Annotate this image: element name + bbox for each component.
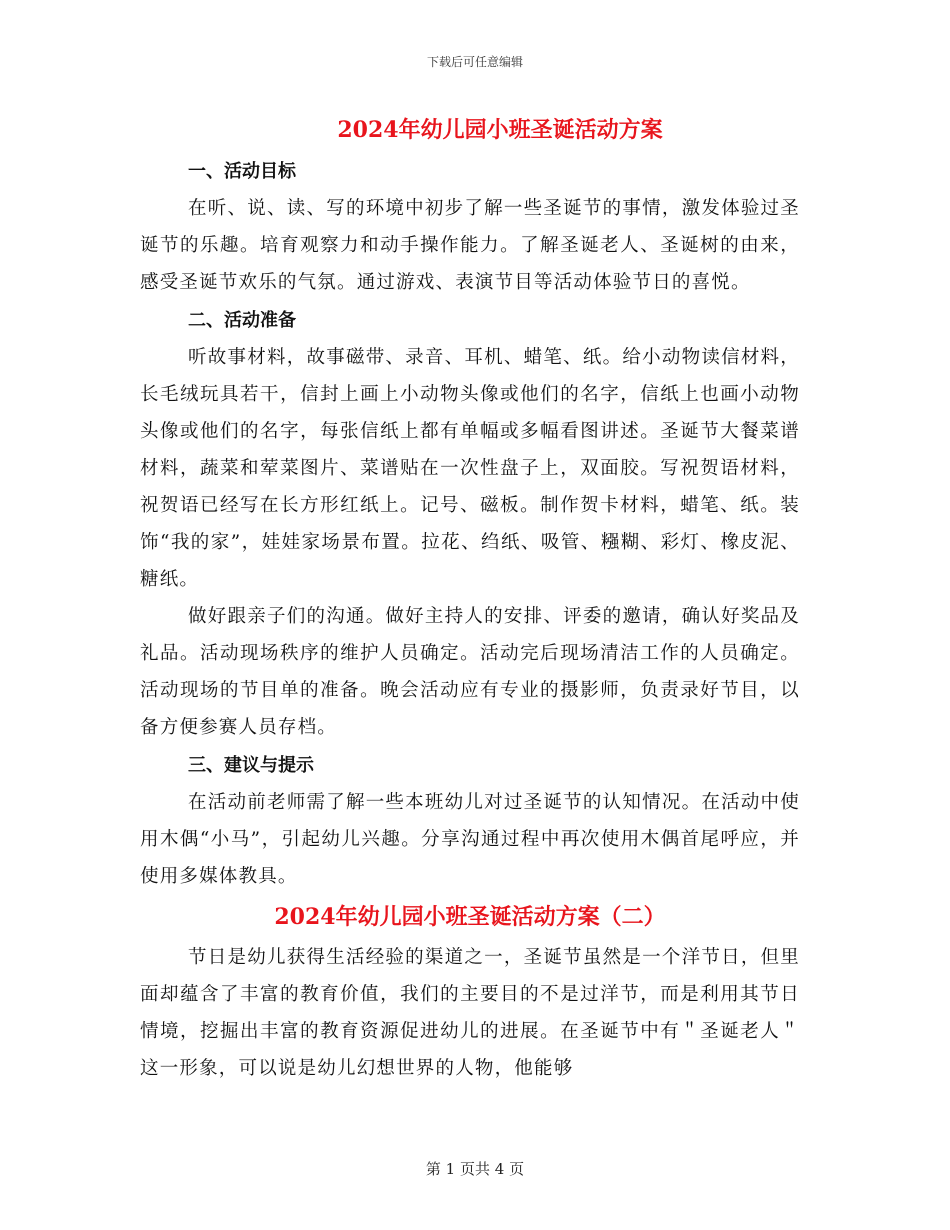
section-heading-goals: 一、活动目标 (188, 161, 296, 182)
paragraph-preparation-staff: 做好跟亲子们的沟通。做好主持人的安排、评委的邀请，确认好奖品及礼品。活动现场秩序的维护人员确定。活动完后现场清洁工作的人员确定。活动现场的节目单的准备。晚会活动应有专业的摄影师，负责录好节目，以备方便参赛人员存档。 (140, 606, 800, 738)
document-body (140, 108, 800, 1087)
section-heading-preparation: 二、活动准备 (188, 310, 296, 331)
paragraph-preparation-materials: 听故事材料，故事磁带、录音、耳机、蜡笔、纸。给小动物读信材料，长毛绒玩具若干，信封上画上小动物头像或他们的名字，信纸上也画小动物头像或他们的名字，每张信纸上都有单幅或多幅看图讲述。圣诞节大餐菜谱材料，蔬菜和荤菜图片、菜谱贴在一次性盘子上，双面胶。写祝贺语材料，祝贺语已经写在长方形红纸上。记号、磁板。制作贺卡材料，蜡笔、纸。装饰“我的家”，娃娃家场景布置。拉花、绉纸、吸管、糨糊、彩灯、橡皮泥、糖纸。 (140, 347, 800, 590)
paragraph-second-intro: 节日是幼儿获得生活经验的渠道之一，圣诞节虽然是一个洋节日，但里面却蕴含了丰富的教育价值，我们的主要目的不是过洋节，而是利用其节日情境，挖掘出丰富的教育资源促进幼儿的进展。在圣诞节中有＂圣诞老人＂这一形象，可以说是幼儿幻想世界的人物，他能够 (140, 947, 800, 1079)
page-header: 下载后可任意编辑 (426, 55, 523, 69)
paragraph-goals: 在听、说、读、写的环境中初步了解一些圣诞节的事情，激发体验过圣诞节的乐趣。培育观察力和动手操作能力。了解圣诞老人、圣诞树的由来，感受圣诞节欢乐的气氛。通过游戏、表演节目等活动体验节日的喜悦。 (140, 198, 800, 293)
paragraph-suggestions: 在活动前老师需了解一些本班幼儿对过圣诞节的认知情况。在活动中使用木偶“小马”，引起幼儿兴趣。分享沟通过程中再次使用木偶首尾呼应，并使用多媒体教具。 (140, 792, 800, 887)
document-title: 2024年幼儿园小班圣诞活动方案 (337, 117, 663, 143)
second-document-title: 2024年幼儿园小班圣诞活动方案（二） (274, 904, 666, 930)
page-footer: 第 1 页共 4 页 (425, 1160, 525, 1178)
section-heading-suggestions: 三、建议与提示 (188, 755, 314, 776)
